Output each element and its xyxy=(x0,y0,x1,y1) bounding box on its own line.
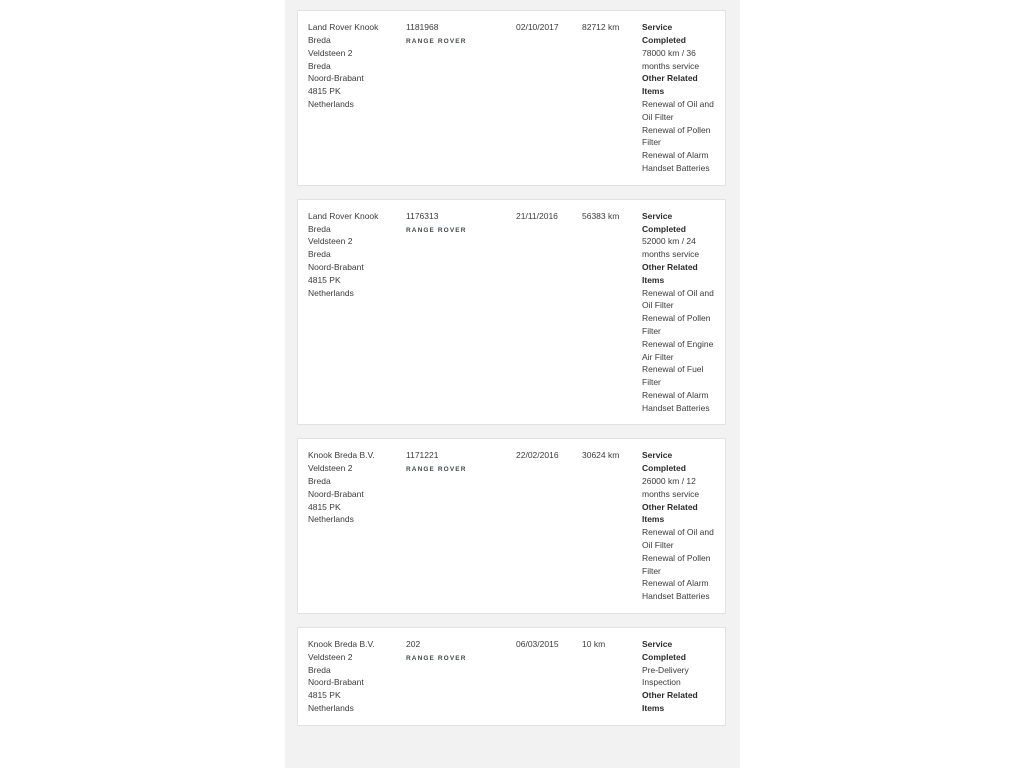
dealer-line: Breda xyxy=(308,223,331,234)
service-detail-heading: Other Related Items xyxy=(642,690,698,714)
service-detail-heading: Other Related Items xyxy=(642,73,698,97)
dealer-line: Netherlands xyxy=(308,514,354,525)
dealer-line: Noord-Brabant xyxy=(308,73,364,84)
service-detail-line: Oil Filter xyxy=(642,540,674,551)
service-detail-line: 78000 km / 36 xyxy=(642,47,696,58)
dealer-line: Knook Breda B.V. xyxy=(308,639,375,650)
reference-number: 1171221 xyxy=(406,450,439,461)
service-detail-line: Handset Batteries xyxy=(642,402,710,413)
service-details-cell xyxy=(642,638,717,715)
service-detail-line: Filter xyxy=(642,377,661,388)
service-detail-line: Renewal of Oil and xyxy=(642,98,714,109)
service-detail-heading: Service Completed xyxy=(642,450,686,474)
dealer-line: Noord-Brabant xyxy=(308,677,364,688)
service-detail-line: Handset Batteries xyxy=(642,591,710,602)
service-date: 06/03/2015 xyxy=(516,639,559,650)
service-detail-line: Renewal of Pollen xyxy=(642,313,711,324)
dealer-line: Breda xyxy=(308,664,331,675)
service-details-cell xyxy=(642,21,717,175)
service-date: 02/10/2017 xyxy=(516,22,559,33)
service-detail-line: Filter xyxy=(642,565,661,576)
service-detail-heading: Service Completed xyxy=(642,22,686,45)
range-rover-logo: RANGE ROVER xyxy=(406,226,467,234)
dealer-line: Veldsteen 2 xyxy=(308,47,353,58)
reference-number: 1176313 xyxy=(406,210,439,221)
dealer-line: Knook Breda B.V. xyxy=(308,450,375,461)
service-detail-line: Oil Filter xyxy=(642,111,674,122)
service-detail-line: Handset Batteries xyxy=(642,162,710,173)
dealer-line: Land Rover Knook xyxy=(308,22,379,33)
service-detail-line: Inspection xyxy=(642,677,681,688)
dealer-line: 4815 PK xyxy=(308,86,341,97)
service-detail-line: Renewal of Pollen xyxy=(642,124,711,135)
dealer-line: Veldsteen 2 xyxy=(308,651,353,662)
service-detail-heading: Other Related Items xyxy=(642,501,698,525)
reference-cell xyxy=(406,449,516,473)
dealer-cell xyxy=(308,21,406,111)
service-detail-line: Air Filter xyxy=(642,351,674,362)
range-rover-logo: RANGE ROVER xyxy=(406,37,467,45)
odometer-reading: 82712 km xyxy=(582,22,620,33)
service-detail-line: Renewal of Oil and xyxy=(642,287,714,298)
dealer-cell xyxy=(308,638,406,715)
service-record-row xyxy=(297,10,726,186)
service-record-row xyxy=(297,199,726,426)
odometer-reading: 30624 km xyxy=(582,450,620,461)
dealer-line: Land Rover Knook xyxy=(308,210,379,221)
dealer-line: Noord-Brabant xyxy=(308,261,364,272)
service-details-cell xyxy=(642,449,717,603)
service-history-list xyxy=(297,0,726,739)
dealer-line: Noord-Brabant xyxy=(308,488,364,499)
dealer-line: Breda xyxy=(308,249,331,260)
dealer-line: Netherlands xyxy=(308,287,354,298)
dealer-line: Netherlands xyxy=(308,98,354,109)
dealer-line: Breda xyxy=(308,60,331,71)
service-detail-heading: Service Completed xyxy=(642,210,686,234)
odometer-reading: 56383 km xyxy=(582,210,620,221)
range-rover-logo: RANGE ROVER xyxy=(406,654,467,662)
reference-number: 1181968 xyxy=(406,22,439,33)
dealer-line: 4815 PK xyxy=(308,501,341,512)
dealer-line: Veldsteen 2 xyxy=(308,236,353,247)
service-detail-line: months service xyxy=(642,60,700,71)
odometer-reading: 10 km xyxy=(582,639,606,650)
reference-cell xyxy=(406,21,516,45)
service-detail-line: Renewal of Alarm xyxy=(642,150,709,161)
reference-cell xyxy=(406,210,516,234)
service-date: 22/02/2016 xyxy=(516,450,559,461)
service-detail-heading: Other Related Items xyxy=(642,261,698,285)
service-detail-line: Renewal of Engine xyxy=(642,338,714,349)
dealer-cell xyxy=(308,449,406,526)
service-record-row xyxy=(297,627,726,726)
service-date: 21/11/2016 xyxy=(516,210,558,221)
reference-number: 202 xyxy=(406,639,421,650)
dealer-cell xyxy=(308,210,406,300)
reference-cell xyxy=(406,638,516,662)
service-detail-line: 52000 km / 24 xyxy=(642,236,696,247)
service-detail-line: Filter xyxy=(642,325,661,336)
service-detail-line: Filter xyxy=(642,137,661,148)
service-detail-line: Renewal of Oil and xyxy=(642,527,714,538)
dealer-line: Breda xyxy=(308,34,331,45)
service-detail-line: months service xyxy=(642,249,700,260)
service-detail-line: Renewal of Fuel xyxy=(642,364,704,375)
service-detail-line: Pre-Delivery xyxy=(642,664,689,675)
page-gutter-left xyxy=(0,0,285,768)
dealer-line: Netherlands xyxy=(308,703,354,714)
service-details-cell xyxy=(642,210,717,415)
service-detail-line: Renewal of Alarm xyxy=(642,578,709,589)
service-record-row xyxy=(297,438,726,614)
service-detail-line: 26000 km / 12 xyxy=(642,476,696,487)
service-detail-line: Renewal of Pollen xyxy=(642,552,711,563)
page-gutter-right xyxy=(740,0,1024,768)
service-detail-heading: Service Completed xyxy=(642,639,686,662)
dealer-line: Breda xyxy=(308,476,331,487)
dealer-line: 4815 PK xyxy=(308,690,341,701)
range-rover-logo: RANGE ROVER xyxy=(406,466,467,474)
service-detail-line: months service xyxy=(642,488,700,499)
dealer-line: 4815 PK xyxy=(308,274,341,285)
service-detail-line: Oil Filter xyxy=(642,300,674,311)
service-detail-line: Renewal of Alarm xyxy=(642,389,709,400)
dealer-line: Veldsteen 2 xyxy=(308,463,353,474)
